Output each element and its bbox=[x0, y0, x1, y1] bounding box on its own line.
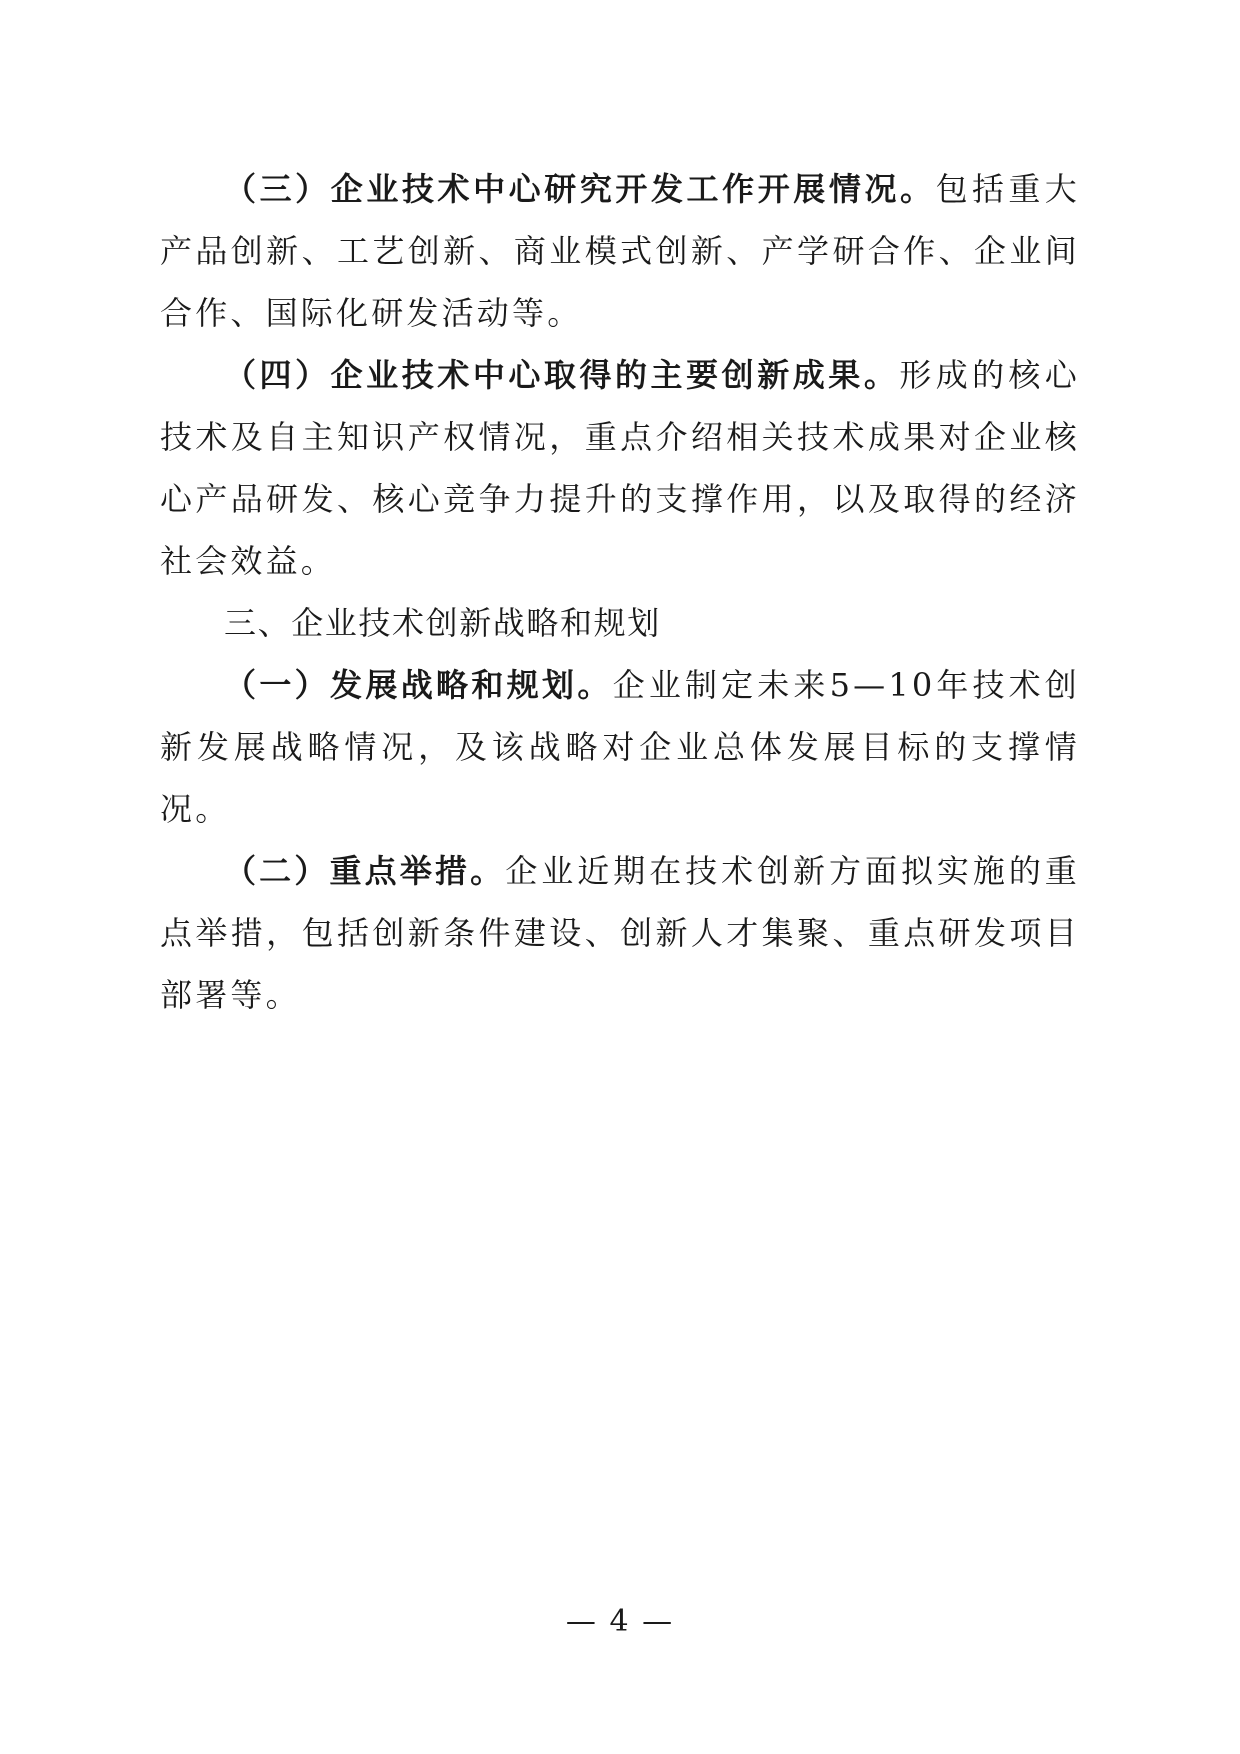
section-body-4: 形成的核心技术及自主知识产权情况，重点介绍相关技术成果对企业核心产品研发、核心竞争力提升的支撑作用，以及取得的经济社会效益。 bbox=[160, 356, 1080, 580]
page-number: — 4 — bbox=[565, 1604, 675, 1639]
subsection-lead-1: （一）发展战略和规划。 bbox=[224, 666, 613, 704]
section-body-3: 包括重大产品创新、工艺创新、商业模式创新、产学研合作、企业间合作、国际化研发活动等。 bbox=[160, 170, 1080, 332]
section-lead-3: （三）企业技术中心研究开发工作开展情况。 bbox=[224, 170, 936, 208]
section-lead-4: （四）企业技术中心取得的主要创新成果。 bbox=[224, 356, 900, 394]
paragraph-subsection-2 bbox=[160, 840, 1080, 1026]
subsection-lead-2: （二）重点举措。 bbox=[224, 852, 506, 890]
heading-strategy: 三、企业技术创新战略和规划 bbox=[224, 604, 661, 642]
document-body bbox=[160, 158, 1080, 1026]
subsection-body-1: 企业制定未来5—10年技术创新发展战略情况，及该战略对企业总体发展目标的支撑情况。 bbox=[160, 666, 1080, 828]
paragraph-section-3 bbox=[160, 158, 1080, 344]
paragraph-section-4 bbox=[160, 344, 1080, 592]
paragraph-subsection-1 bbox=[160, 654, 1080, 840]
subsection-body-2: 企业近期在技术创新方面拟实施的重点举措，包括创新条件建设、创新人才集聚、重点研发项目部署等。 bbox=[160, 852, 1081, 1014]
